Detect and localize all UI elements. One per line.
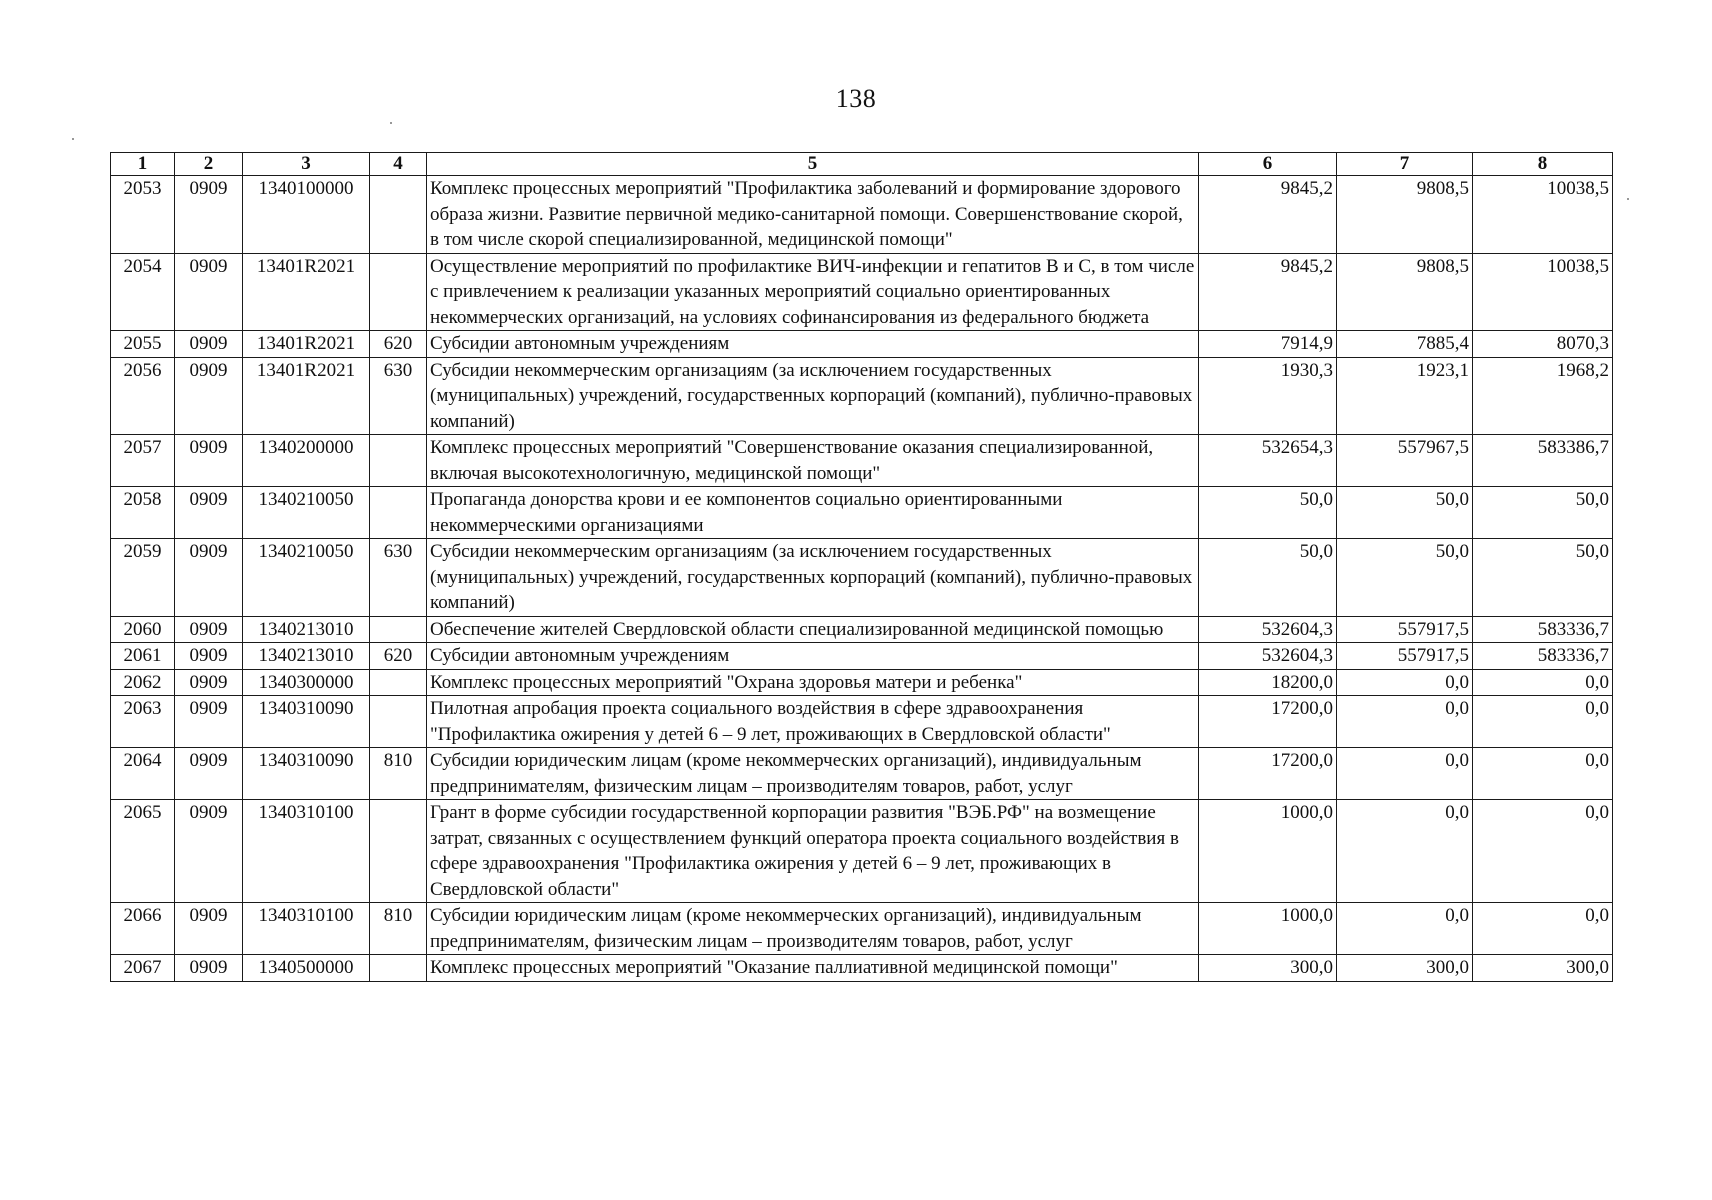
target-code: 1340210050 [243,539,370,617]
header-cell-5: 5 [427,153,1199,176]
item-name: Грант в форме субсидии государственной корпорации развития "ВЭБ.РФ" на возмещение затрат, связанных с осуществлением функций оператора проекта социального воздействия в сфере здравоохранения "Профилактика ожирения у детей 6 – 9 лет, проживающих в Свердловской области" [427,800,1199,903]
value-col8: 300,0 [1473,955,1613,982]
item-name: Комплекс процессных мероприятий "Охрана здоровья матери и ребенка" [427,669,1199,696]
item-name: Комплекс процессных мероприятий "Профилактика заболеваний и формирование здорового образа жизни. Развитие первичной медико-санитарной помощи. Совершенствование скорой, в том числе скорой специализированной, медицинской помощи" [427,176,1199,254]
table-row [111,800,1613,903]
value-col6: 300,0 [1199,955,1337,982]
expense-type [370,487,427,539]
value-col6: 532604,3 [1199,643,1337,670]
value-col7: 1923,1 [1337,357,1473,435]
value-col6: 50,0 [1199,487,1337,539]
value-col7: 557917,5 [1337,643,1473,670]
target-code: 13401R2021 [243,357,370,435]
row-number: 2054 [111,253,175,331]
scan-speck [1627,198,1629,200]
expense-type: 810 [370,903,427,955]
expense-type [370,696,427,748]
value-col8: 8070,3 [1473,331,1613,358]
value-col7: 9808,5 [1337,176,1473,254]
value-col6: 50,0 [1199,539,1337,617]
expense-type [370,955,427,982]
item-name: Субсидии некоммерческим организациям (за исключением государственных (муниципальных) учреждений, государственных корпораций (компаний), публично-правовых компаний) [427,539,1199,617]
value-col7: 0,0 [1337,696,1473,748]
value-col8: 0,0 [1473,748,1613,800]
value-col8: 10038,5 [1473,253,1613,331]
header-row [111,153,1613,176]
expense-type: 810 [370,748,427,800]
value-col8: 0,0 [1473,669,1613,696]
value-col6: 532654,3 [1199,435,1337,487]
section-code: 0909 [175,748,243,800]
row-number: 2057 [111,435,175,487]
value-col6: 17200,0 [1199,748,1337,800]
target-code: 1340310090 [243,748,370,800]
value-col6: 17200,0 [1199,696,1337,748]
section-code: 0909 [175,331,243,358]
value-col6: 18200,0 [1199,669,1337,696]
value-col6: 1000,0 [1199,903,1337,955]
section-code: 0909 [175,357,243,435]
target-code: 1340100000 [243,176,370,254]
row-number: 2065 [111,800,175,903]
table-row [111,176,1613,254]
value-col8: 583386,7 [1473,435,1613,487]
row-number: 2059 [111,539,175,617]
table-row [111,331,1613,358]
target-code: 1340213010 [243,643,370,670]
value-col7: 50,0 [1337,487,1473,539]
expense-type [370,616,427,643]
item-name: Субсидии автономным учреждениям [427,331,1199,358]
expense-type: 620 [370,643,427,670]
value-col8: 583336,7 [1473,643,1613,670]
item-name: Субсидии юридическим лицам (кроме некоммерческих организаций), индивидуальным предпринимателям, физическим лицам – производителям товаров, работ, услуг [427,903,1199,955]
target-code: 1340300000 [243,669,370,696]
target-code: 1340310100 [243,903,370,955]
row-number: 2063 [111,696,175,748]
item-name: Субсидии юридическим лицам (кроме некоммерческих организаций), индивидуальным предпринимателям, физическим лицам – производителям товаров, работ, услуг [427,748,1199,800]
row-number: 2055 [111,331,175,358]
table-row [111,487,1613,539]
page-number: 138 [835,84,877,113]
section-code: 0909 [175,643,243,670]
table-row [111,253,1613,331]
section-code: 0909 [175,955,243,982]
scan-speck [72,138,74,140]
value-col7: 0,0 [1337,748,1473,800]
expense-type: 630 [370,357,427,435]
value-col7: 0,0 [1337,903,1473,955]
expense-type [370,435,427,487]
section-code: 0909 [175,616,243,643]
target-code: 1340200000 [243,435,370,487]
target-code: 13401R2021 [243,331,370,358]
header-cell-6: 6 [1199,153,1337,176]
row-number: 2066 [111,903,175,955]
target-code: 1340213010 [243,616,370,643]
item-name: Пилотная апробация проекта социального воздействия в сфере здравоохранения "Профилактика ожирения у детей 6 – 9 лет, проживающих в Свердловской области" [427,696,1199,748]
row-number: 2067 [111,955,175,982]
target-code: 1340500000 [243,955,370,982]
row-number: 2060 [111,616,175,643]
value-col6: 7914,9 [1199,331,1337,358]
table-row [111,696,1613,748]
section-code: 0909 [175,903,243,955]
value-col7: 50,0 [1337,539,1473,617]
table-row [111,643,1613,670]
section-code: 0909 [175,176,243,254]
target-code: 1340310090 [243,696,370,748]
target-code: 1340210050 [243,487,370,539]
item-name: Субсидии автономным учреждениям [427,643,1199,670]
expense-type [370,176,427,254]
header-cell-4: 4 [370,153,427,176]
value-col8: 50,0 [1473,487,1613,539]
expense-type [370,669,427,696]
table-row [111,955,1613,982]
value-col6: 1000,0 [1199,800,1337,903]
expense-type: 630 [370,539,427,617]
budget-table [110,152,1613,982]
header-cell-7: 7 [1337,153,1473,176]
value-col6: 532604,3 [1199,616,1337,643]
section-code: 0909 [175,539,243,617]
value-col8: 50,0 [1473,539,1613,617]
section-code: 0909 [175,435,243,487]
value-col8: 0,0 [1473,903,1613,955]
row-number: 2053 [111,176,175,254]
row-number: 2061 [111,643,175,670]
value-col7: 0,0 [1337,800,1473,903]
expense-type [370,800,427,903]
item-name: Обеспечение жителей Свердловской области специализированной медицинской помощью [427,616,1199,643]
row-number: 2064 [111,748,175,800]
header-cell-3: 3 [243,153,370,176]
item-name: Комплекс процессных мероприятий "Оказание паллиативной медицинской помощи" [427,955,1199,982]
value-col8: 10038,5 [1473,176,1613,254]
value-col7: 300,0 [1337,955,1473,982]
section-code: 0909 [175,669,243,696]
section-code: 0909 [175,696,243,748]
table-row [111,669,1613,696]
table-row [111,616,1613,643]
row-number: 2056 [111,357,175,435]
value-col8: 0,0 [1473,696,1613,748]
table-row [111,435,1613,487]
target-code: 13401R2021 [243,253,370,331]
section-code: 0909 [175,800,243,903]
value-col7: 7885,4 [1337,331,1473,358]
value-col7: 557917,5 [1337,616,1473,643]
value-col8: 583336,7 [1473,616,1613,643]
value-col7: 557967,5 [1337,435,1473,487]
header-cell-2: 2 [175,153,243,176]
table-row [111,748,1613,800]
row-number: 2058 [111,487,175,539]
item-name: Субсидии некоммерческим организациям (за исключением государственных (муниципальных) учреждений, государственных корпораций (компаний), публично-правовых компаний) [427,357,1199,435]
value-col6: 9845,2 [1199,253,1337,331]
scan-speck [390,122,392,124]
table-row [111,539,1613,617]
item-name: Пропаганда донорства крови и ее компонентов социально ориентированными некоммерческими организациями [427,487,1199,539]
value-col7: 0,0 [1337,669,1473,696]
expense-type: 620 [370,331,427,358]
value-col6: 1930,3 [1199,357,1337,435]
value-col8: 1968,2 [1473,357,1613,435]
section-code: 0909 [175,487,243,539]
section-code: 0909 [175,253,243,331]
header-cell-1: 1 [111,153,175,176]
row-number: 2062 [111,669,175,696]
target-code: 1340310100 [243,800,370,903]
table-row [111,357,1613,435]
value-col6: 9845,2 [1199,176,1337,254]
value-col7: 9808,5 [1337,253,1473,331]
header-cell-8: 8 [1473,153,1613,176]
value-col8: 0,0 [1473,800,1613,903]
table-row [111,903,1613,955]
item-name: Комплекс процессных мероприятий "Совершенствование оказания специализированной, включая высокотехнологичную, медицинской помощи" [427,435,1199,487]
expense-type [370,253,427,331]
item-name: Осуществление мероприятий по профилактике ВИЧ-инфекции и гепатитов B и C, в том числе с привлечением к реализации указанных мероприятий социально ориентированных некоммерческих организаций, на условиях софинансирования из федерального бюджета [427,253,1199,331]
